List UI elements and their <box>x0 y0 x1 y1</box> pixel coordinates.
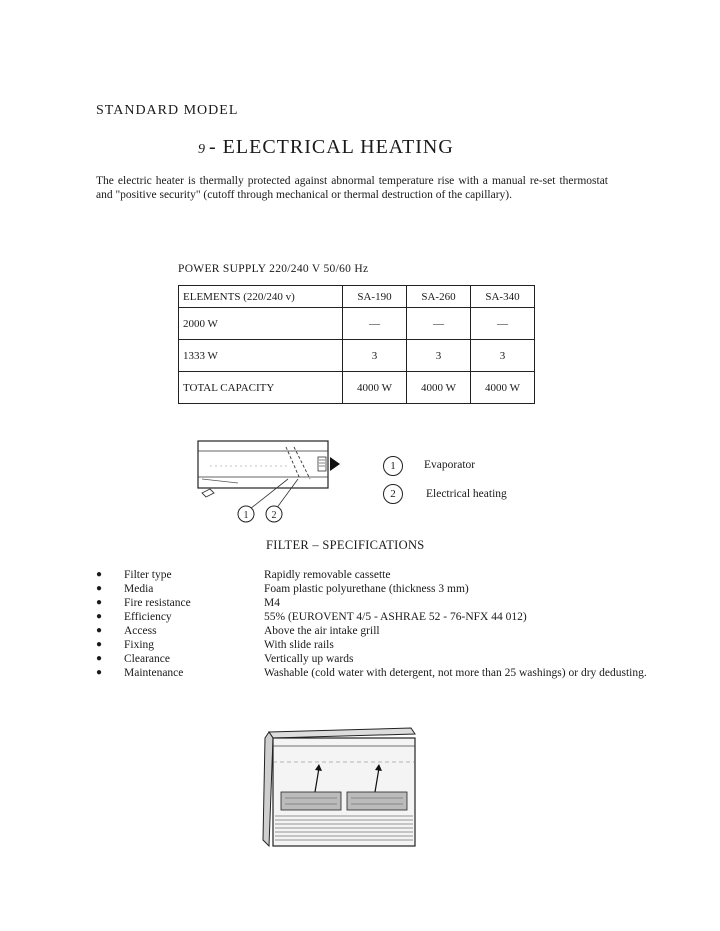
spec-label: Access <box>124 625 157 637</box>
svg-text:2: 2 <box>271 510 277 521</box>
legend-number-1: 1 <box>383 456 403 476</box>
table-cell: 3 <box>407 340 471 372</box>
intro-paragraph: The electric heater is thermally protected against abnormal temperature rise with a manual re-set thermostat and "positive security" (cutoff through mechanical or thermal destruction of the capillary). <box>96 175 608 201</box>
elements-table <box>178 285 535 404</box>
spec-label: Filter type <box>124 569 172 581</box>
table-row <box>179 308 535 340</box>
table-cell: — <box>343 308 407 340</box>
table-header-cell: ELEMENTS (220/240 v) <box>179 286 343 308</box>
spec-label: Clearance <box>124 653 170 665</box>
table-cell: 4000 W <box>471 372 535 404</box>
spec-value: 55% (EUROVENT 4/5 - ASHRAE 52 - 76-NFX 44 012) <box>264 611 527 623</box>
spec-value: Above the air intake grill <box>264 625 380 637</box>
unit-diagram <box>190 435 350 525</box>
table-header-cell: SA-260 <box>407 286 471 308</box>
spec-label: Fixing <box>124 639 155 651</box>
spec-value: Rapidly removable cassette <box>264 569 391 581</box>
table-cell: 2000 W <box>179 308 343 340</box>
table-cell: — <box>471 308 535 340</box>
table-cell: TOTAL CAPACITY <box>179 372 343 404</box>
power-supply-label: POWER SUPPLY 220/240 V 50/60 Hz <box>178 263 369 275</box>
bullet-icon: ● <box>96 653 103 664</box>
model-heading: STANDARD MODEL <box>96 103 239 118</box>
bullet-icon: ● <box>96 625 103 636</box>
table-cell: 4000 W <box>407 372 471 404</box>
legend-number-2: 2 <box>383 484 403 504</box>
spec-value: M4 <box>264 597 280 609</box>
table-header-cell: SA-340 <box>471 286 535 308</box>
bullet-icon: ● <box>96 569 103 580</box>
section-dash: - <box>209 136 217 158</box>
table-cell: — <box>407 308 471 340</box>
bullet-icon: ● <box>96 611 103 622</box>
spec-label: Maintenance <box>124 667 184 679</box>
spec-label: Efficiency <box>124 611 172 623</box>
bullet-icon: ● <box>96 639 103 650</box>
table-cell: 1333 W <box>179 340 343 372</box>
bullet-icon: ● <box>96 583 103 594</box>
section-title-text: ELECTRICAL HEATING <box>222 136 454 158</box>
spec-label: Fire resistance <box>124 597 191 609</box>
filter-specifications-title: FILTER – SPECIFICATIONS <box>266 538 425 552</box>
table-row <box>179 372 535 404</box>
table-cell: 3 <box>471 340 535 372</box>
legend-label-evaporator: Evaporator <box>424 459 476 471</box>
bullet-icon: ● <box>96 597 103 608</box>
spec-label: Media <box>124 583 154 595</box>
table-row <box>179 340 535 372</box>
bullet-icon: ● <box>96 667 103 678</box>
spec-value: Foam plastic polyurethane (thickness 3 mm) <box>264 583 469 595</box>
table-cell: 3 <box>343 340 407 372</box>
spec-value: With slide rails <box>264 639 334 651</box>
unit-illustration <box>255 720 425 850</box>
spec-value: Vertically up wards <box>264 653 354 665</box>
section-title <box>198 136 454 159</box>
legend-label-electrical-heating: Electrical heating <box>426 488 507 500</box>
table-header-row <box>179 286 535 308</box>
table-header-cell: SA-190 <box>343 286 407 308</box>
table-cell: 4000 W <box>343 372 407 404</box>
spec-value: Washable (cold water with detergent, not more than 25 washings) or dry dedusting. <box>264 667 647 679</box>
svg-text:1: 1 <box>243 510 249 521</box>
section-number: 9 <box>198 142 206 157</box>
